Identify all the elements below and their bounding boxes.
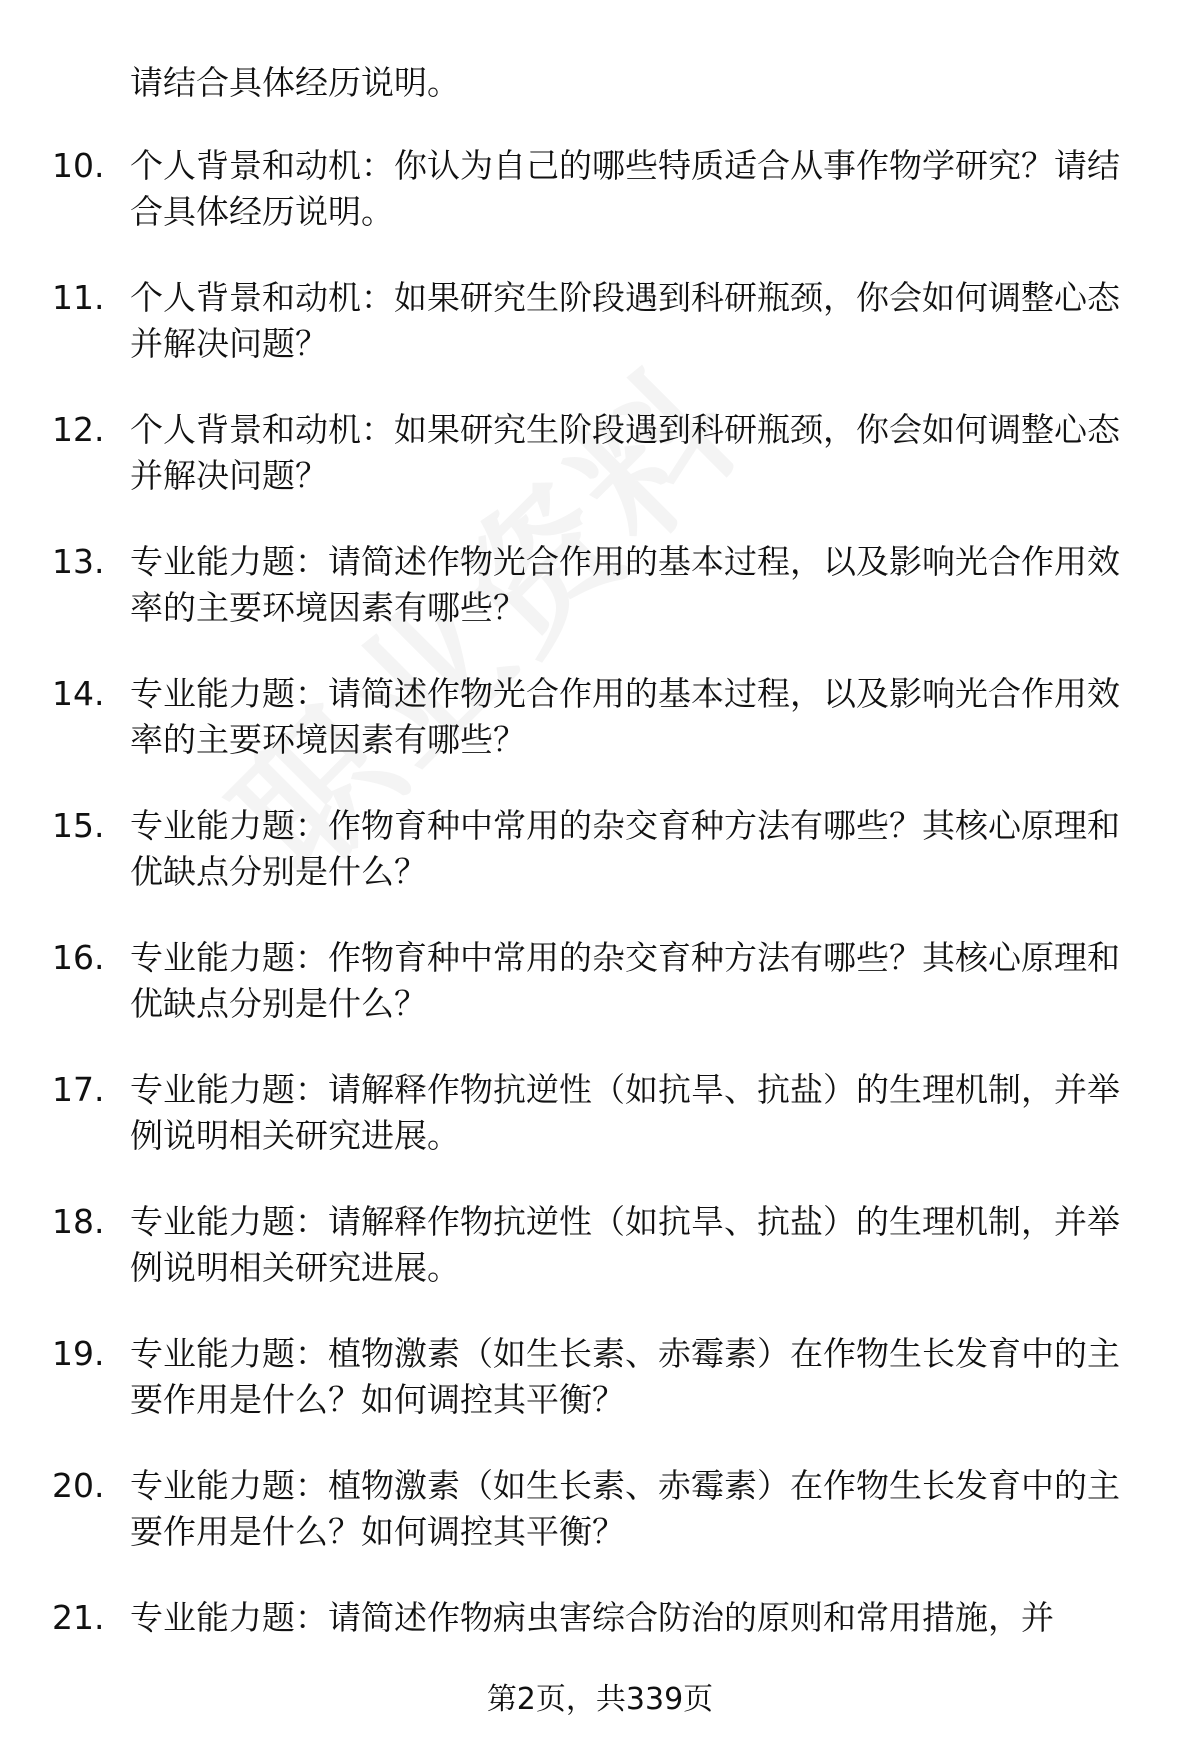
question-text: 专业能力题：植物激素（如生长素、赤霉素）在作物生长发育中的主要作用是什么？如何调控其平衡？ [130,1466,1120,1551]
list-item [52,539,1152,671]
list-item [52,1067,1152,1199]
question-text: 个人背景和动机：如果研究生阶段遇到科研瓶颈，你会如何调整心态并解决问题？ [130,278,1120,363]
list-item [52,671,1152,803]
question-text: 专业能力题：请简述作物光合作用的基本过程，以及影响光合作用效率的主要环境因素有哪些？ [130,542,1120,627]
list-item [52,1463,1152,1595]
question-number: 18. [52,1202,105,1241]
page-footer: 第2页，共339页 [486,1682,714,1717]
question-text: 专业能力题：请简述作物病虫害综合防治的原则和常用措施，并 [130,1598,1054,1637]
list-item [52,275,1152,407]
question-number: 19. [52,1334,105,1373]
list-item [52,1331,1152,1463]
question-number: 13. [52,542,105,581]
question-text: 专业能力题：作物育种中常用的杂交育种方法有哪些？其核心原理和优缺点分别是什么？ [130,938,1120,1023]
question-text: 专业能力题：植物激素（如生长素、赤霉素）在作物生长发育中的主要作用是什么？如何调控其平衡？ [130,1334,1120,1419]
question-text: 专业能力题：请简述作物光合作用的基本过程，以及影响光合作用效率的主要环境因素有哪些？ [130,674,1120,759]
question-text: 个人背景和动机：如果研究生阶段遇到科研瓶颈，你会如何调整心态并解决问题？ [130,410,1120,495]
list-item [52,803,1152,935]
question-number: 14. [52,674,105,713]
question-list [52,143,1152,1727]
question-number: 10. [52,146,105,185]
question-text: 专业能力题：请解释作物抗逆性（如抗旱、抗盐）的生理机制，并举例说明相关研究进展。 [130,1070,1120,1155]
list-item [52,935,1152,1067]
list-item [52,407,1152,539]
continued-question-text: 请结合具体经历说明。 [130,63,460,102]
question-number: 12. [52,410,105,449]
question-number: 11. [52,278,105,317]
question-text: 个人背景和动机：你认为自己的哪些特质适合从事作物学研究？请结合具体经历说明。 [130,146,1120,231]
question-text: 专业能力题：作物育种中常用的杂交育种方法有哪些？其核心原理和优缺点分别是什么？ [130,806,1120,891]
question-number: 15. [52,806,105,845]
list-item [52,1199,1152,1331]
list-item [52,143,1152,275]
question-number: 20. [52,1466,105,1505]
question-text: 专业能力题：请解释作物抗逆性（如抗旱、抗盐）的生理机制，并举例说明相关研究进展。 [130,1202,1120,1287]
question-number: 16. [52,938,105,977]
question-number: 17. [52,1070,105,1109]
question-number: 21. [52,1598,105,1637]
